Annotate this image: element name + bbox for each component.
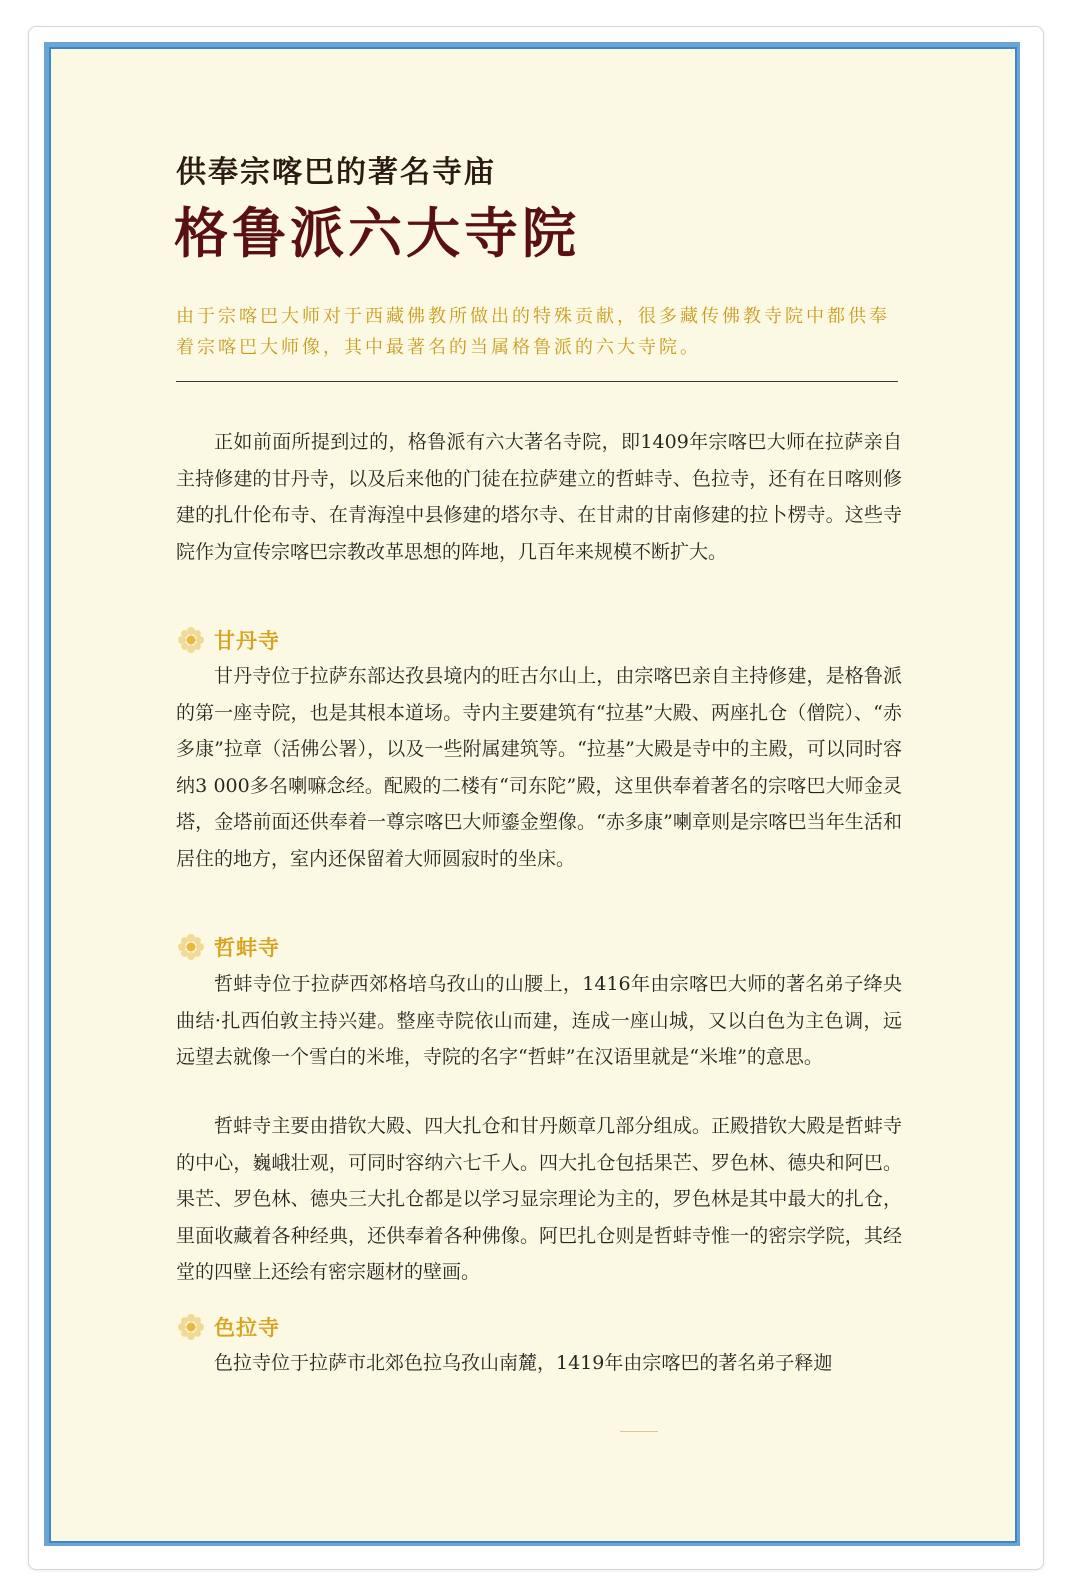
lotus-flower-icon: [176, 1312, 206, 1342]
section-heading-ganden: [176, 625, 280, 655]
body-paragraph-drepung-1: 哲蚌寺位于拉萨西郊格培乌孜山的山腰上，1416年由宗喀巴大师的著名弟子绛央曲结·扎西伯敦主持兴建。整座寺院依山而建，连成一座山城，又以白色为主色调，远远望去就像一个雪白的米堆，寺院的名字“哲蚌”在汉语里就是“米堆”的意思。: [176, 973, 902, 1068]
section-heading-drepung: [176, 932, 280, 962]
body-paragraph-intro: 正如前面所提到过的，格鲁派有六大著名寺院，即1409年宗喀巴大师在拉萨亲自主持修建的甘丹寺，以及后来他的门徒在拉萨建立的哲蚌寺、色拉寺，还有在日喀则修建的扎什伦布寺、在青海湟中县修建的塔尔寺、在甘肃的甘南修建的拉卜楞寺。这些寺院作为宣传宗喀巴宗教改革思想的阵地，几百年来规模不断扩大。: [176, 431, 902, 563]
book-page: [53, 51, 1015, 1541]
page-title: 格鲁派六大寺院: [174, 201, 580, 265]
lotus-flower-icon: [176, 932, 206, 962]
section-heading-label: 色拉寺: [214, 1316, 280, 1340]
body-paragraph-ganden: 甘丹寺位于拉萨东部达孜县境内的旺古尔山上，由宗喀巴亲自主持修建，是格鲁派的第一座寺院，也是其根本道场。寺内主要建筑有“拉基”大殿、两座扎仓（僧院）、“赤多康”拉章（活佛公署），以及一些附属建筑等。“拉基”大殿是寺中的主殿，可以同时容纳3 000多名喇嘛念经。配殿的二楼有“司东陀”殿，这里供奉着著名的宗喀巴大师金灵塔，金塔前面还供奉着一尊宗喀巴大师鎏金塑像。“赤多康”喇章则是宗喀巴当年生活和居住的地方，室内还保留着大师圆寂时的坐床。: [176, 665, 902, 870]
section-heading-label: 哲蚌寺: [214, 936, 280, 960]
intro-text: 由于宗喀巴大师对于西藏佛教所做出的特殊贡献，很多藏传佛教寺院中都供奉着宗喀巴大师像，其中最著名的当属格鲁派的六大寺院。: [176, 306, 890, 358]
section-divider: [176, 381, 898, 382]
lotus-flower-icon: [176, 625, 206, 655]
footer-ornament: [620, 1431, 658, 1432]
section-heading-label: 甘丹寺: [214, 629, 280, 653]
body-paragraph-sera: 色拉寺位于拉萨市北郊色拉乌孜山南麓，1419年由宗喀巴的著名弟子释迦: [214, 1352, 833, 1374]
body-paragraph-drepung-2: 哲蚌寺主要由措钦大殿、四大扎仓和甘丹颇章几部分组成。正殿措钦大殿是哲蚌寺的中心，巍峨壮观，可同时容纳六七千人。四大扎仓包括果芒、罗色林、德央和阿巴。果芒、罗色林、德央三大扎仓都是以学习显宗理论为主的，罗色林是其中最大的扎仓，里面收藏着各种经典，还供奉着各种佛像。阿巴扎仓则是哲蚌寺惟一的密宗学院，其经堂的四壁上还绘有密宗题材的壁画。: [176, 1115, 902, 1283]
section-heading-sera: [176, 1312, 280, 1342]
page-subtitle: 供奉宗喀巴的著名寺庙: [176, 155, 496, 190]
